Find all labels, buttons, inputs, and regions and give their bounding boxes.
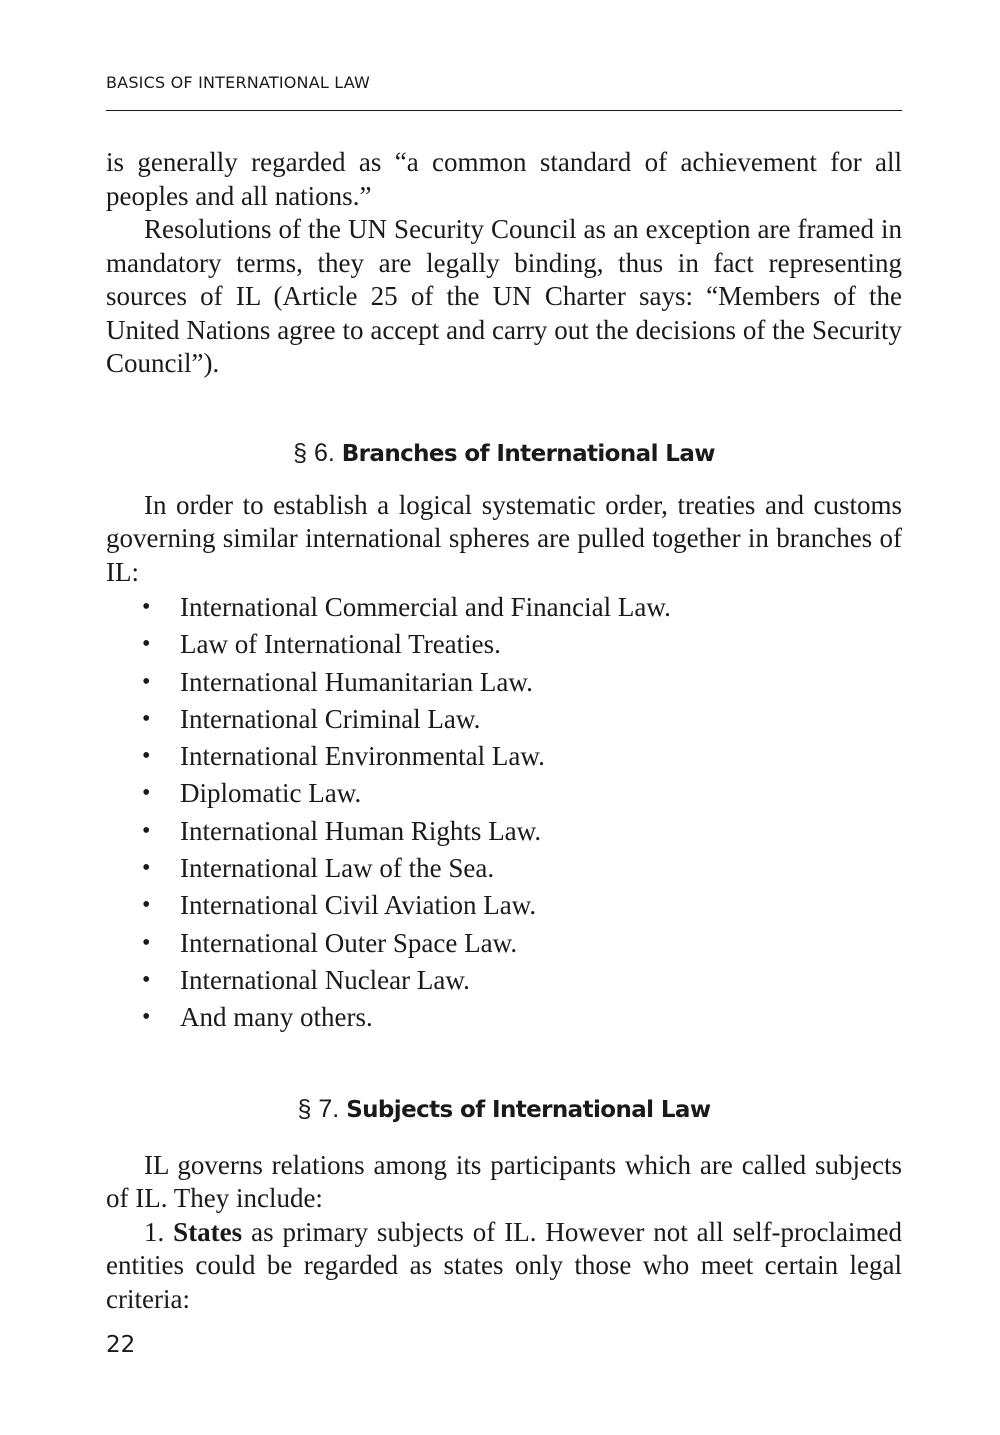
list-item: • International Law of the Sea.	[106, 850, 902, 887]
header-rule	[106, 110, 902, 111]
bullet-icon: •	[142, 631, 151, 658]
bullet-icon: •	[142, 705, 151, 732]
bullet-icon: •	[142, 668, 151, 695]
paragraph-continuation: is generally regarded as “a common standard of achievement for all peoples and all nations.”	[106, 147, 902, 211]
list-item: • Diplomatic Law.	[106, 775, 902, 812]
paragraph-security-council: Resolutions of the UN Security Council as an exception are framed in mandatory terms, they are legally binding, thus in fact representing sources of IL (Article 25 of the UN Charter says: “Members of the United Nations agree to accept and carry out the decisions of the Security Council”).	[106, 214, 902, 378]
bullet-icon: •	[142, 743, 151, 770]
bullet-icon: •	[142, 929, 151, 956]
list-item: • International Environmental Law.	[106, 738, 902, 775]
point-lead: States	[173, 1216, 243, 1247]
branches-list	[106, 589, 902, 1037]
section-7-title: Subjects of International Law	[346, 1096, 711, 1123]
list-item: • International Nuclear Law.	[106, 962, 902, 999]
bullet-icon: •	[142, 1004, 151, 1031]
bullet-icon: •	[142, 594, 151, 620]
list-item: • International Outer Space Law.	[106, 925, 902, 962]
page-number: 22	[106, 1332, 136, 1358]
list-item: • International Criminal Law.	[106, 701, 902, 738]
section-7-heading	[106, 1093, 902, 1127]
bullet-icon: •	[142, 966, 151, 993]
list-item: • And many others.	[106, 999, 902, 1036]
section-6-heading	[106, 437, 902, 471]
point-text: as primary subjects of IL. However not all self-proclaimed entities could be regarded as states only those who meet certain legal criteria:	[106, 1216, 902, 1314]
point-number: 1.	[144, 1216, 165, 1247]
list-item: • International Civil Aviation Law.	[106, 887, 902, 924]
bullet-icon: •	[142, 855, 151, 882]
section-6-title: Branches of International Law	[341, 440, 715, 467]
bullet-icon: •	[142, 780, 151, 807]
bullet-icon: •	[142, 892, 151, 919]
bullet-icon: •	[142, 817, 151, 844]
list-item: • International Commercial and Financial Law.	[106, 589, 902, 626]
list-item: • International Humanitarian Law.	[106, 664, 902, 701]
section-6-mark: § 6.	[293, 438, 335, 467]
section-7-point-1	[106, 1216, 902, 1317]
running-head: BASICS OF INTERNATIONAL LAW	[106, 73, 371, 92]
section-7-mark: § 7.	[297, 1094, 340, 1123]
section-7-intro: IL governs relations among its participants which are called subjects of IL. They include:	[106, 1149, 902, 1214]
section-6-intro: In order to establish a logical systematic order, treaties and customs governing similar international spheres are pulled together in branches of IL:	[106, 489, 902, 587]
list-item: • International Human Rights Law.	[106, 813, 902, 850]
list-item: • Law of International Treaties.	[106, 626, 902, 663]
page-body	[106, 146, 902, 1316]
